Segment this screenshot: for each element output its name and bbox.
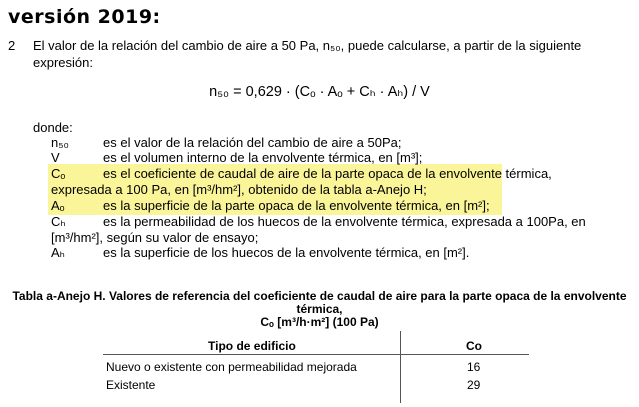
table-caption-unit: Cₒ [m³/h·m²] (100 Pa) xyxy=(260,315,379,329)
table-cell-type: Nuevo o existente con permeabilidad mejorada xyxy=(106,360,357,374)
table-cell-value: 29 xyxy=(467,378,481,392)
definition-symbol: Cₒ xyxy=(51,166,66,181)
definition-continuation: [m³/hm²], según su valor de ensayo; xyxy=(51,230,259,245)
definition-text: es la permeabilidad de los huecos de la envolvente térmica, expresada a 100Pa, en xyxy=(103,214,586,229)
definition-text: es el volumen interno de la envolvente térmica, en [m³]; xyxy=(103,150,423,165)
table-cell-value: 16 xyxy=(467,360,481,374)
intro-text: El valor de la relación del cambio de aire a 50 Pa, n₅₀, puede calcularse, a partir de la siguiente expresión: xyxy=(33,38,582,70)
section-heading: versión 2019: xyxy=(8,6,161,28)
table-column-rule xyxy=(400,331,401,403)
formula: n₅₀ = 0,629 · (Cₒ · Aₒ + Cₕ · Aₕ) / V xyxy=(209,84,430,100)
donde-label: donde: xyxy=(33,120,73,135)
definition-symbol: V xyxy=(51,150,60,165)
definition-text: es la superficie de los huecos de la envolvente térmica, en [m²]. xyxy=(103,245,470,260)
definition-symbol: Aₕ xyxy=(51,245,65,260)
table-header-tipo: Tipo de edificio xyxy=(208,339,296,353)
table-caption-continued: térmica, xyxy=(296,302,343,316)
table-cell-type: Existente xyxy=(106,378,156,392)
definition-symbol: Aₒ xyxy=(51,198,65,213)
definition-text: es el coeficiente de caudal de aire de la parte opaca de la envolvente térmica, xyxy=(103,166,552,181)
table-header-rule xyxy=(103,354,529,355)
definition-text: es la superficie de la parte opaca de la envolvente térmica, en [m²]; xyxy=(103,198,490,213)
definition-text: es el valor de la relación del cambio de aire a 50Pa; xyxy=(103,135,402,150)
definition-continuation: expresada a 100 Pa, en [m³/hm²], obtenido de la tabla a-Anejo H; xyxy=(51,182,427,197)
paragraph-number: 2 xyxy=(8,38,16,53)
table-header-co: Co xyxy=(466,339,482,353)
definition-symbol: n₅₀ xyxy=(51,135,69,150)
table-caption: Tabla a-Anejo H. Valores de referencia del coeficiente de caudal de aire para la parte opaca de la envolvente xyxy=(12,289,627,303)
definition-symbol: Cₕ xyxy=(51,214,66,229)
